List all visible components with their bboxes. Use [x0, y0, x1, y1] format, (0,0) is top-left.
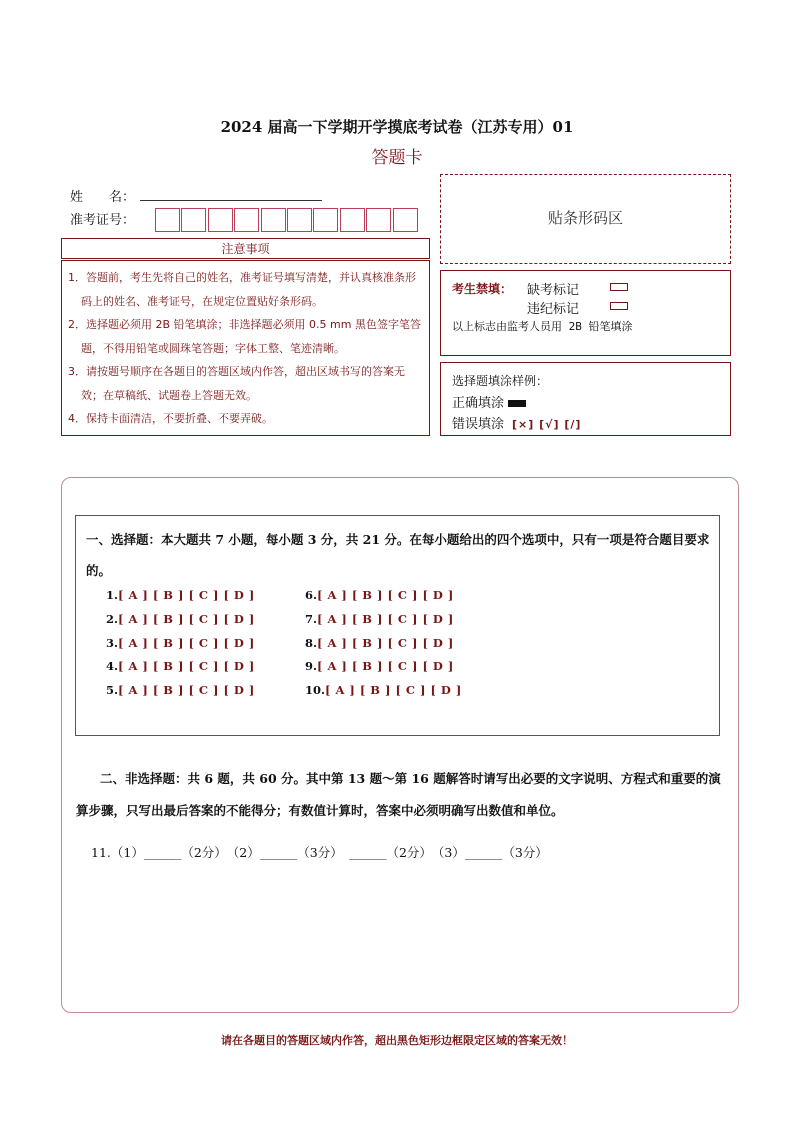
section2-instructions: 二、非选择题：共 6 题，共 60 分。其中第 13 题～第 16 题解答时请写出必要的文字说明、方程式和重要的演算步骤，只写出最后答案的不能得分；有数值计算时，答案中必须明确写出数值和单位。	[76, 771, 721, 818]
id-digit-box[interactable]	[393, 208, 418, 232]
notice-item: 4．保持卡面清洁，不要折叠、不要弄破。	[68, 412, 273, 425]
mcq-choices[interactable]: [ A ] [ B ] [ C ] [ D ]	[118, 612, 255, 626]
id-digit-box[interactable]	[313, 208, 338, 232]
filled-mark-icon	[508, 400, 526, 407]
mcq-question-4[interactable]: 4.[ A ] [ B ] [ C ] [ D ]	[106, 659, 255, 673]
exam-id-label: 准考证号：	[70, 213, 136, 228]
proctor-note: 以上标志由监考人员用 2B 铅笔填涂	[452, 320, 633, 333]
mcq-question-1[interactable]: 1.[ A ] [ B ] [ C ] [ D ]	[106, 588, 255, 602]
name-label: 姓 名：	[70, 190, 136, 205]
fill-sample-label: 选择题填涂样例：	[452, 374, 549, 388]
mcq-choices[interactable]: [ A ] [ B ] [ C ] [ D ]	[118, 683, 255, 697]
notice-item: 1．答题前，考生先将自己的姓名，准考证号填写清楚，并认真核准条形码上的姓名、准考证号，在规定位置贴好条形码。	[68, 271, 416, 308]
question-11-answer-line[interactable]: 11.（1）______（2分） （2）______（3分） ______（2分） （3）______（3分）	[91, 845, 548, 860]
notice-item: 2．选择题必须用 2B 铅笔填涂；非选择题必须用 0.5 mm 黑色签字笔答题，不得用铅笔或圆珠笔答题；字体工整、笔迹清晰。	[68, 318, 421, 355]
barcode-area: 贴条形码区	[440, 174, 731, 264]
wrong-marks: [×] [√] [/]	[512, 418, 582, 431]
wrong-fill-label: 错误填涂	[452, 417, 505, 432]
mcq-choices[interactable]: [ A ] [ B ] [ C ] [ D ]	[317, 612, 454, 626]
notice-item: 3．请按题号顺序在各题目的答题区域内作答，超出区域书写的答案无效；在草稿纸、试题卷上答题无效。	[68, 365, 405, 402]
violation-mark-row	[527, 298, 579, 317]
id-digit-box[interactable]	[155, 208, 180, 232]
mcq-question-10[interactable]: 10.[ A ] [ B ] [ C ] [ D ]	[305, 683, 462, 697]
correct-fill-row	[452, 392, 526, 411]
proctor-only-box	[440, 270, 731, 356]
mcq-question-9[interactable]: 9.[ A ] [ B ] [ C ] [ D ]	[305, 659, 454, 673]
notice-list	[61, 260, 430, 436]
page-title: 2024 届高一下学期开学摸底考试卷（江苏专用）01	[220, 118, 574, 136]
mcq-choices[interactable]: [ A ] [ B ] [ C ] [ D ]	[325, 683, 462, 697]
mcq-question-3[interactable]: 3.[ A ] [ B ] [ C ] [ D ]	[106, 636, 255, 650]
mcq-choices[interactable]: [ A ] [ B ] [ C ] [ D ]	[118, 659, 255, 673]
mcq-question-8[interactable]: 8.[ A ] [ B ] [ C ] [ D ]	[305, 636, 454, 650]
id-digit-box[interactable]	[234, 208, 259, 232]
id-digit-box[interactable]	[340, 208, 365, 232]
page-subtitle: 答题卡	[371, 148, 423, 168]
mcq-choices[interactable]: [ A ] [ B ] [ C ] [ D ]	[118, 588, 255, 602]
id-digit-box[interactable]	[181, 208, 206, 232]
mcq-question-2[interactable]: 2.[ A ] [ B ] [ C ] [ D ]	[106, 612, 255, 626]
correct-fill-label: 正确填涂	[452, 396, 505, 411]
id-digit-box[interactable]	[287, 208, 312, 232]
proctor-only-label: 考生禁填：	[452, 282, 513, 296]
violation-mark-label: 违纪标记	[527, 302, 580, 317]
violation-mark-box[interactable]	[610, 302, 628, 310]
fill-sample-box	[440, 362, 731, 436]
absent-mark-box[interactable]	[610, 283, 628, 291]
mcq-instructions: 一、选择题：本大题共 7 小题，每小题 3 分，共 21 分。在每小题给出的四个选项中，只有一项是符合题目要求的。	[86, 532, 710, 578]
notice-heading: 注意事项	[61, 238, 430, 259]
wrong-fill-row	[452, 413, 581, 432]
mcq-choices[interactable]: [ A ] [ B ] [ C ] [ D ]	[317, 636, 454, 650]
id-digit-box[interactable]	[208, 208, 233, 232]
mcq-question-6[interactable]: 6.[ A ] [ B ] [ C ] [ D ]	[305, 588, 454, 602]
name-field[interactable]	[140, 199, 322, 201]
mcq-question-7[interactable]: 7.[ A ] [ B ] [ C ] [ D ]	[305, 612, 454, 626]
absent-mark-row	[527, 279, 579, 298]
footer-warning: 请在各题目的答题区域内作答，超出黑色矩形边框限定区域的答案无效！	[221, 1034, 573, 1047]
absent-mark-label: 缺考标记	[527, 283, 580, 298]
id-digit-box[interactable]	[261, 208, 286, 232]
mcq-choices[interactable]: [ A ] [ B ] [ C ] [ D ]	[118, 636, 255, 650]
id-digit-box[interactable]	[366, 208, 391, 232]
mcq-question-5[interactable]: 5.[ A ] [ B ] [ C ] [ D ]	[106, 683, 255, 697]
exam-id-boxes[interactable]	[155, 208, 419, 232]
mcq-choices[interactable]: [ A ] [ B ] [ C ] [ D ]	[317, 588, 454, 602]
mcq-choices[interactable]: [ A ] [ B ] [ C ] [ D ]	[317, 659, 454, 673]
